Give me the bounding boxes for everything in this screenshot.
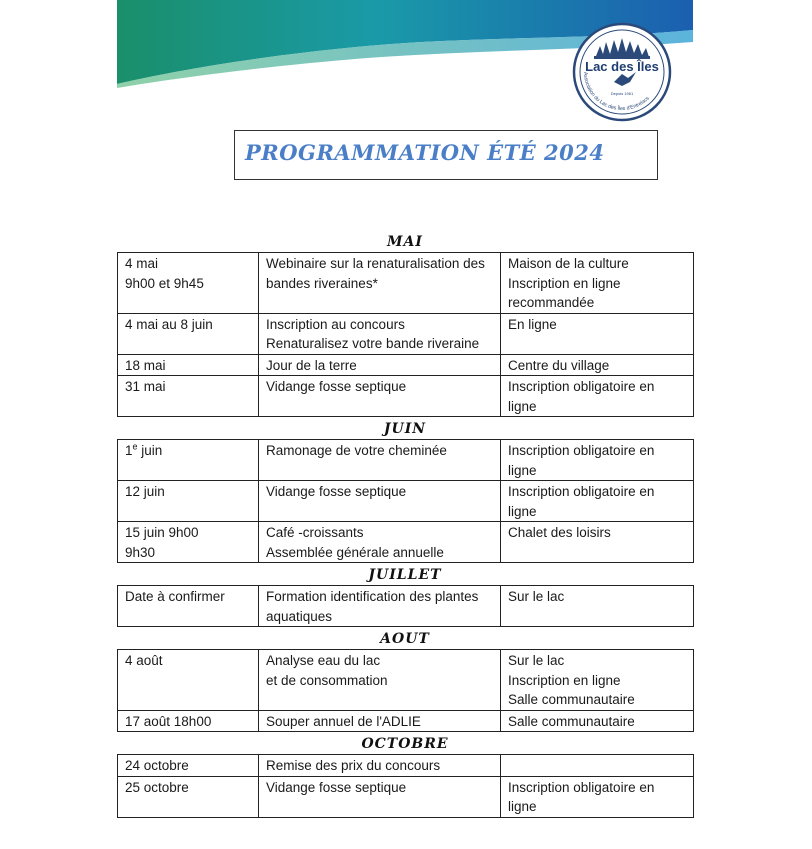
event-description: Vidange fosse septique [259,776,501,817]
date-month: juin [137,443,163,458]
event-location: Sur le lac [501,586,694,627]
logo-name: Lac des Îles [585,59,659,74]
month-table [117,439,694,563]
event-location: En ligne [501,313,694,354]
event-date: 4 mai au 8 juin [118,313,259,354]
date-number: 1 [125,443,133,458]
table-row [118,440,694,481]
table-row [118,650,694,711]
month-table [117,585,694,627]
event-description: Ramonage de votre cheminée [259,440,501,481]
event-date: 12 juin [118,481,259,522]
event-date: 17 août 18h00 [118,710,259,732]
event-date: 18 mai [118,354,259,376]
event-description: Analyse eau du lac et de consommation [259,650,501,711]
table-row [118,376,694,417]
event-location: Sur le lac Inscription en ligne Salle communautaire [501,650,694,711]
lac-des-iles-logo [572,22,672,122]
event-date: 24 octobre [118,755,259,777]
event-location: Centre du village [501,354,694,376]
table-row [118,522,694,563]
event-description: Vidange fosse septique [259,376,501,417]
event-date [118,440,259,481]
month-heading: AOUT [380,631,430,647]
table-row [118,710,694,732]
event-description: Jour de la terre [259,354,501,376]
event-description: Café -croissants Assemblée générale annuelle [259,522,501,563]
event-description: Formation identification des plantes aquatiques [259,586,501,627]
event-location: Inscription obligatoire en ligne [501,481,694,522]
event-date: Date à confirmer [118,586,259,627]
event-location: Inscription obligatoire en ligne [501,376,694,417]
event-location [501,755,694,777]
schedule [117,230,693,818]
month-table [117,252,694,417]
event-location: Salle communautaire [501,710,694,732]
month-heading: OCTOBRE [361,736,449,752]
event-date: 15 juin 9h00 9h30 [118,522,259,563]
page-title: PROGRAMMATION ÉTÉ 2024 [245,140,605,165]
event-location: Maison de la culture Inscription en ligne recommandée [501,253,694,314]
event-description: Remise des prix du concours [259,755,501,777]
event-location: Inscription obligatoire en ligne [501,776,694,817]
month-table [117,649,694,732]
month-heading: MAI [387,234,423,250]
event-date: 4 mai 9h00 et 9h45 [118,253,259,314]
event-description: Souper annuel de l'ADLIE [259,710,501,732]
table-row [118,253,694,314]
month-heading: JUIN [383,421,427,437]
month-heading: JUILLET [368,567,442,583]
date-ordinal: e [132,441,138,452]
table-row [118,354,694,376]
event-description: Webinaire sur la renaturalisation des bandes riveraines* [259,253,501,314]
event-description: Vidange fosse septique [259,481,501,522]
table-row [118,776,694,817]
title-box [234,130,658,180]
table-row [118,755,694,777]
event-date: 4 août [118,650,259,711]
table-row [118,586,694,627]
event-location: Chalet des loisirs [501,522,694,563]
table-row [118,481,694,522]
table-row [118,313,694,354]
event-location: Inscription obligatoire en ligne [501,440,694,481]
event-date: 25 octobre [118,776,259,817]
month-table [117,754,694,818]
logo-ring-text: Association du Lac des Îles d'Entrelacs [581,71,651,113]
logo-small-text: Depuis 1961 [610,91,634,96]
event-date: 31 mai [118,376,259,417]
event-description: Inscription au concours Renaturalisez votre bande riveraine [259,313,501,354]
